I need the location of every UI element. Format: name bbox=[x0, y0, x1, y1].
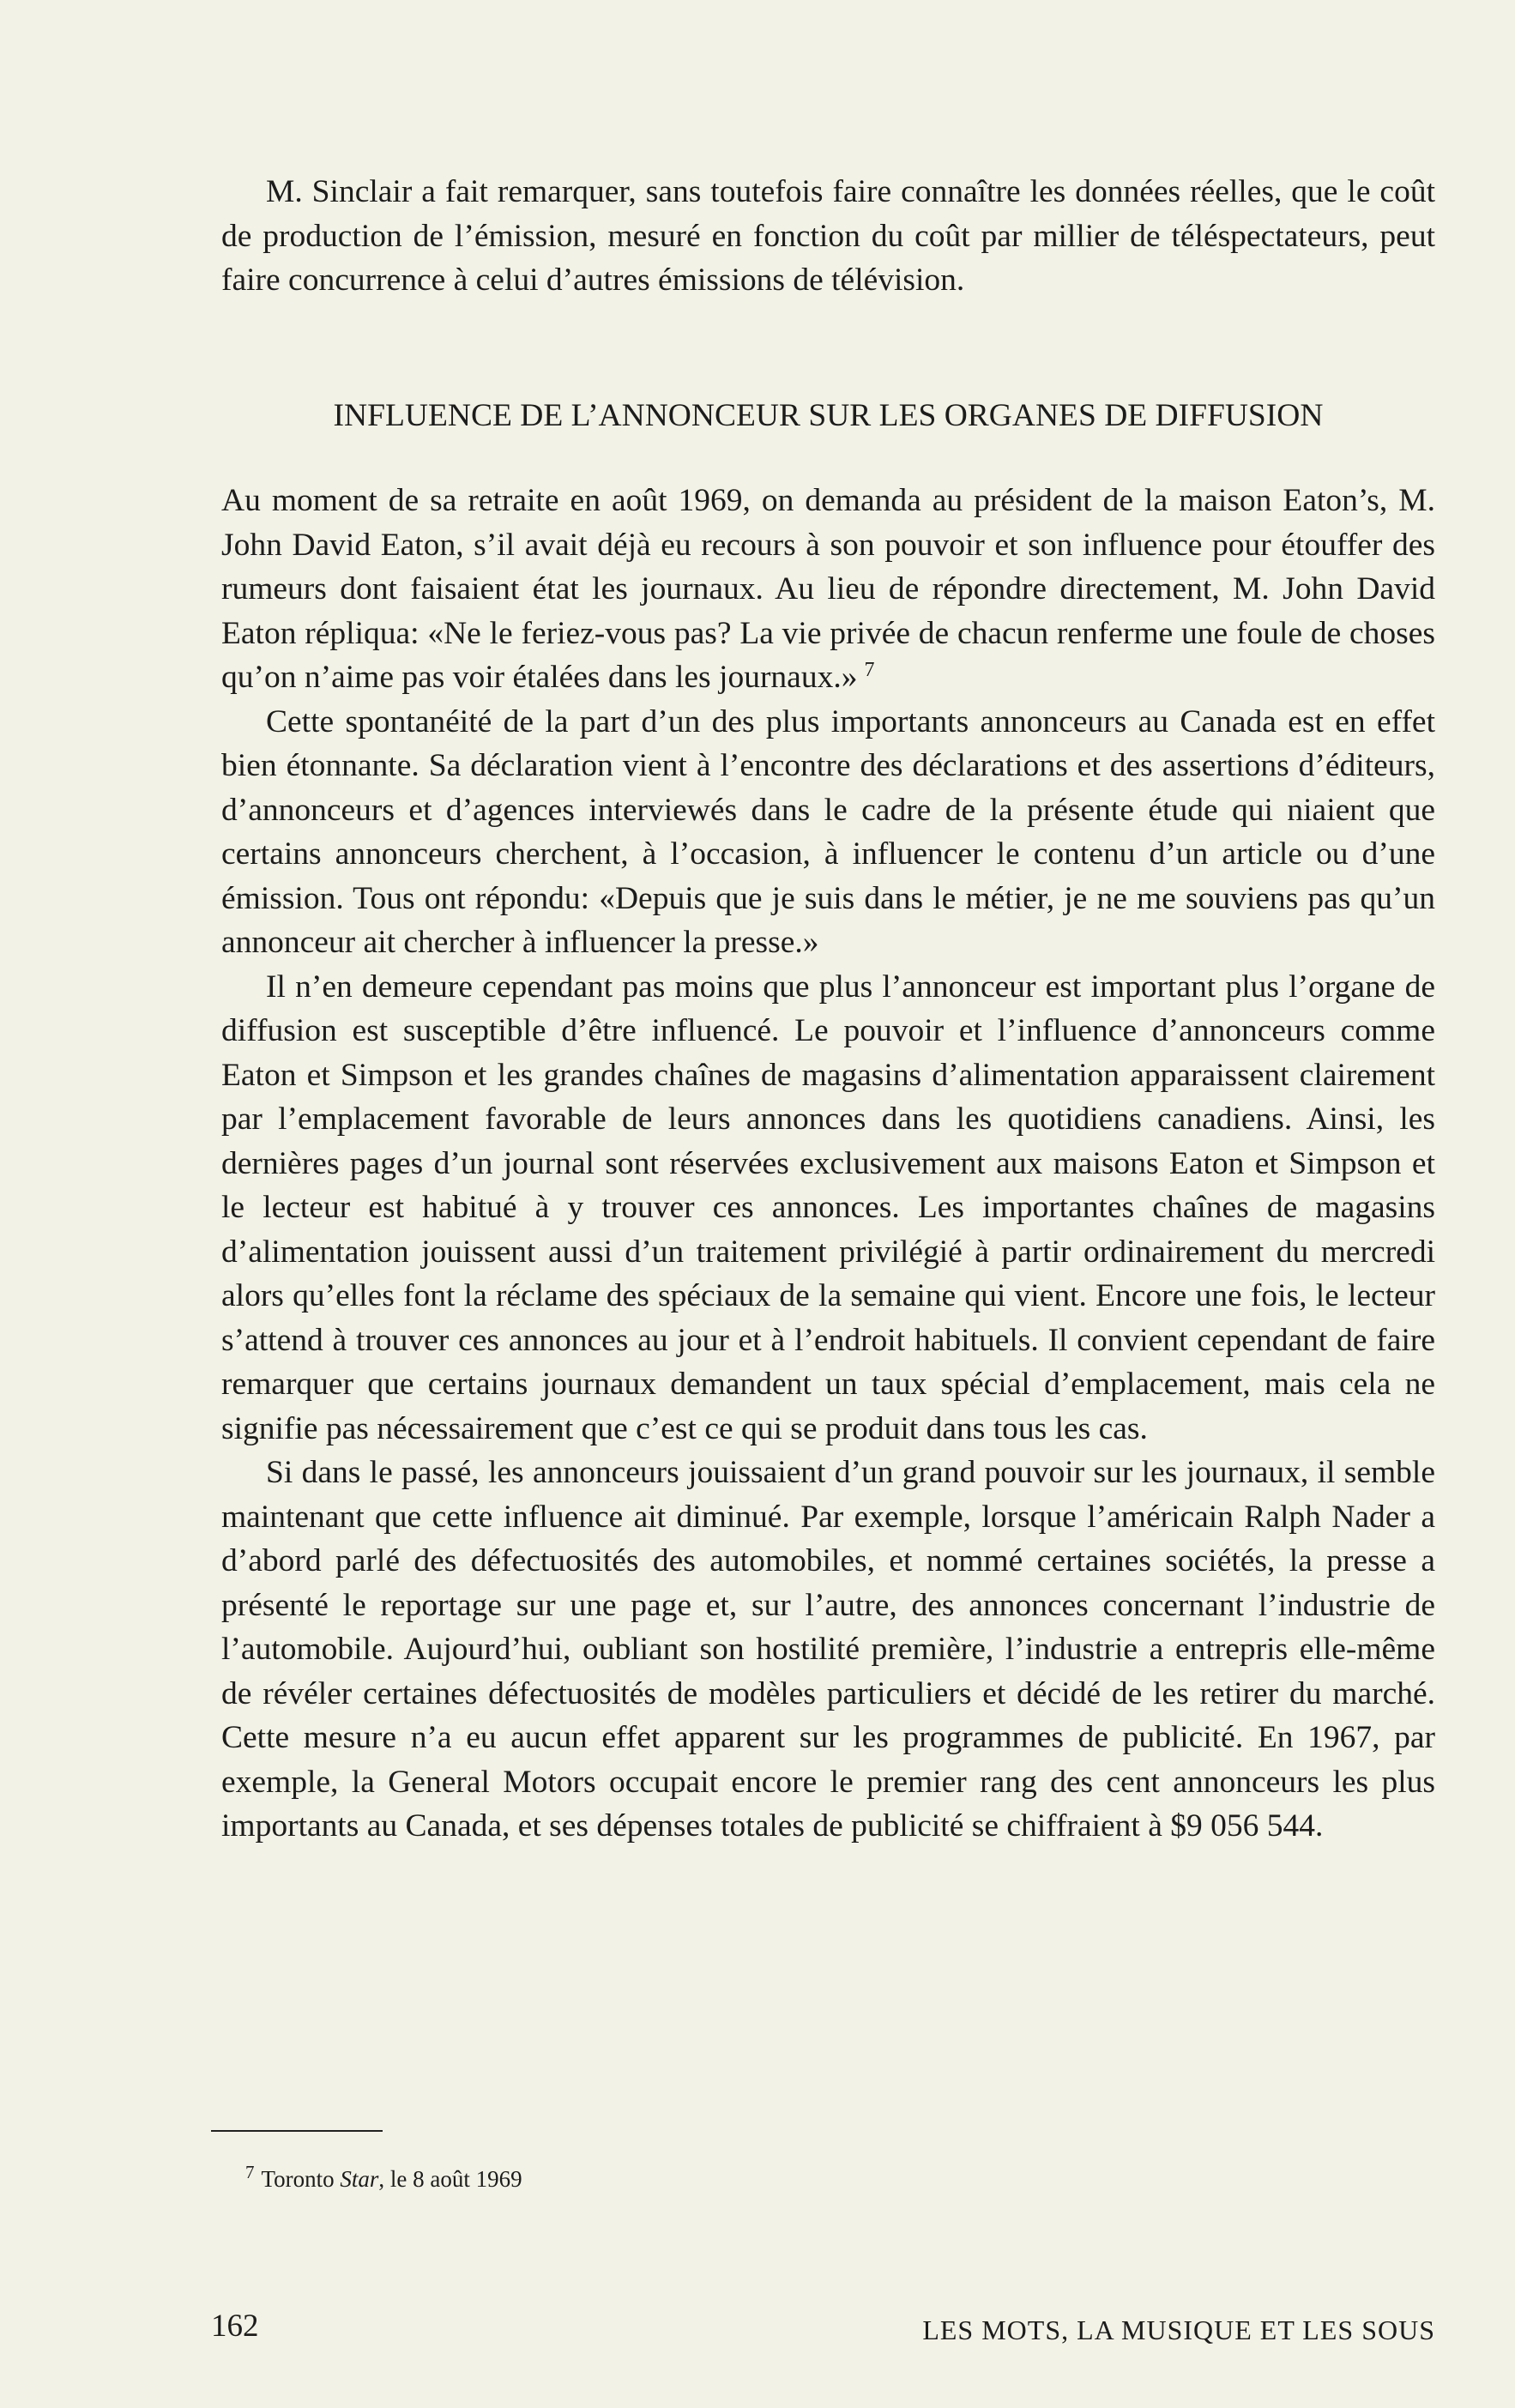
footnote-reference: 7 bbox=[864, 658, 875, 681]
paragraph-2: Cette spontanéité de la part d’un des plus importants annonceurs au Canada est en effet bien étonnante. Sa déclaration vient à l’encontre des déclarations et des assertions d’éditeurs, d’annonceurs et d’agences interviewés dans le cadre de la présente étude qui niaient que certains annonceurs cherchent, à l’occasion, à influencer le contenu d’un article ou d’une émission. Tous ont répondu: «Depuis que je suis dans le métier, je ne me souviens pas qu’un annonceur ait chercher à influencer la presse.» bbox=[221, 703, 1435, 960]
page-number: 162 bbox=[211, 2308, 259, 2344]
section-body bbox=[221, 479, 1435, 1849]
paragraph-3: Il n’en demeure cependant pas moins que plus l’annonceur est important plus l’organe de diffusion est susceptible d’être influencé. Le pouvoir et l’influence d’annonceurs comme Eaton et Simpson et les grandes chaînes de magasins d’alimentation apparaissent clairement par l’emplacement favorable de leurs annonces dans les quotidiens canadiens. Ainsi, les dernières pages d’un journal sont réservées exclusivement aux maisons Eaton et Simpson et le lecteur est habitué à y trouver ces annonces. Les importantes chaînes de magasins d’alimentation jouissent aussi d’un traitement privilégié à partir ordinairement du mercredi alors qu’elles font la réclame des spéciaux de la semaine qui vient. Encore une fois, le lecteur s’attend à trouver ces annonces au jour et à l’endroit habituels. Il convient cependant de faire remarquer que certains journaux demandent un taux spécial d’emplacement, mais cela ne signifie pas nécessairement que c’est ce qui se produit dans tous les cas. bbox=[221, 969, 1435, 1446]
intro-paragraph: M. Sinclair a fait remarquer, sans toutefois faire connaître les données réelles, que le coût de production de l’émission, mesuré en fonction du coût par millier de téléspectateurs, peut faire concurrence à celui d’autres émissions de télévision. bbox=[221, 174, 1435, 298]
footnote-prefix: Toronto bbox=[261, 2166, 341, 2192]
intro-block bbox=[221, 170, 1435, 303]
footnote-number: 7 bbox=[245, 2162, 255, 2182]
footnote bbox=[245, 2162, 522, 2196]
paragraph-1 bbox=[221, 479, 1435, 700]
footnote-rule bbox=[211, 2130, 383, 2132]
running-title: LES MOTS, LA MUSIQUE ET LES SOUS bbox=[922, 2314, 1435, 2345]
section-heading: INFLUENCE DE L’ANNONCEUR SUR LES ORGANES DE DIFFUSION bbox=[333, 398, 1324, 433]
paragraph-1-text: Au moment de sa retraite en août 1969, on demanda au président de la maison Eaton’s, M. John David Eaton, s’il avait déjà eu recours à son pouvoir et son influence pour étouffer des rumeurs dont faisaient état les journaux. Au lieu de répondre directement, M. John David Eaton répliqua: «Ne le feriez-vous pas? La vie privée de chacun renferme une foule de choses qu’on n’aime pas voir étalées dans les journaux.» bbox=[221, 483, 1435, 695]
footnote-title: Star bbox=[340, 2166, 379, 2192]
footnote-suffix: , le 8 août 1969 bbox=[378, 2166, 522, 2192]
paragraph-4: Si dans le passé, les annonceurs jouissaient d’un grand pouvoir sur les journaux, il semble maintenant que cette influence ait diminué. Par exemple, lorsque l’américain Ralph Nader a d’abord parlé des défectuosités des automobiles, et nommé certaines sociétés, la presse a présenté le reportage sur une page et, sur l’autre, des annonces concernant l’industrie de l’automobile. Aujourd’hui, oubliant son hostilité première, l’industrie a entrepris elle-même de révéler certaines défectuosités de modèles particuliers et décidé de les retirer du marché. Cette mesure n’a eu aucun effet apparent sur les programmes de publicité. En 1967, par exemple, la General Motors occupait encore le premier rang des cent annonceurs les plus importants au Canada, et ses dépenses totales de publicité se chiffraient à $9 056 544. bbox=[221, 1455, 1435, 1844]
